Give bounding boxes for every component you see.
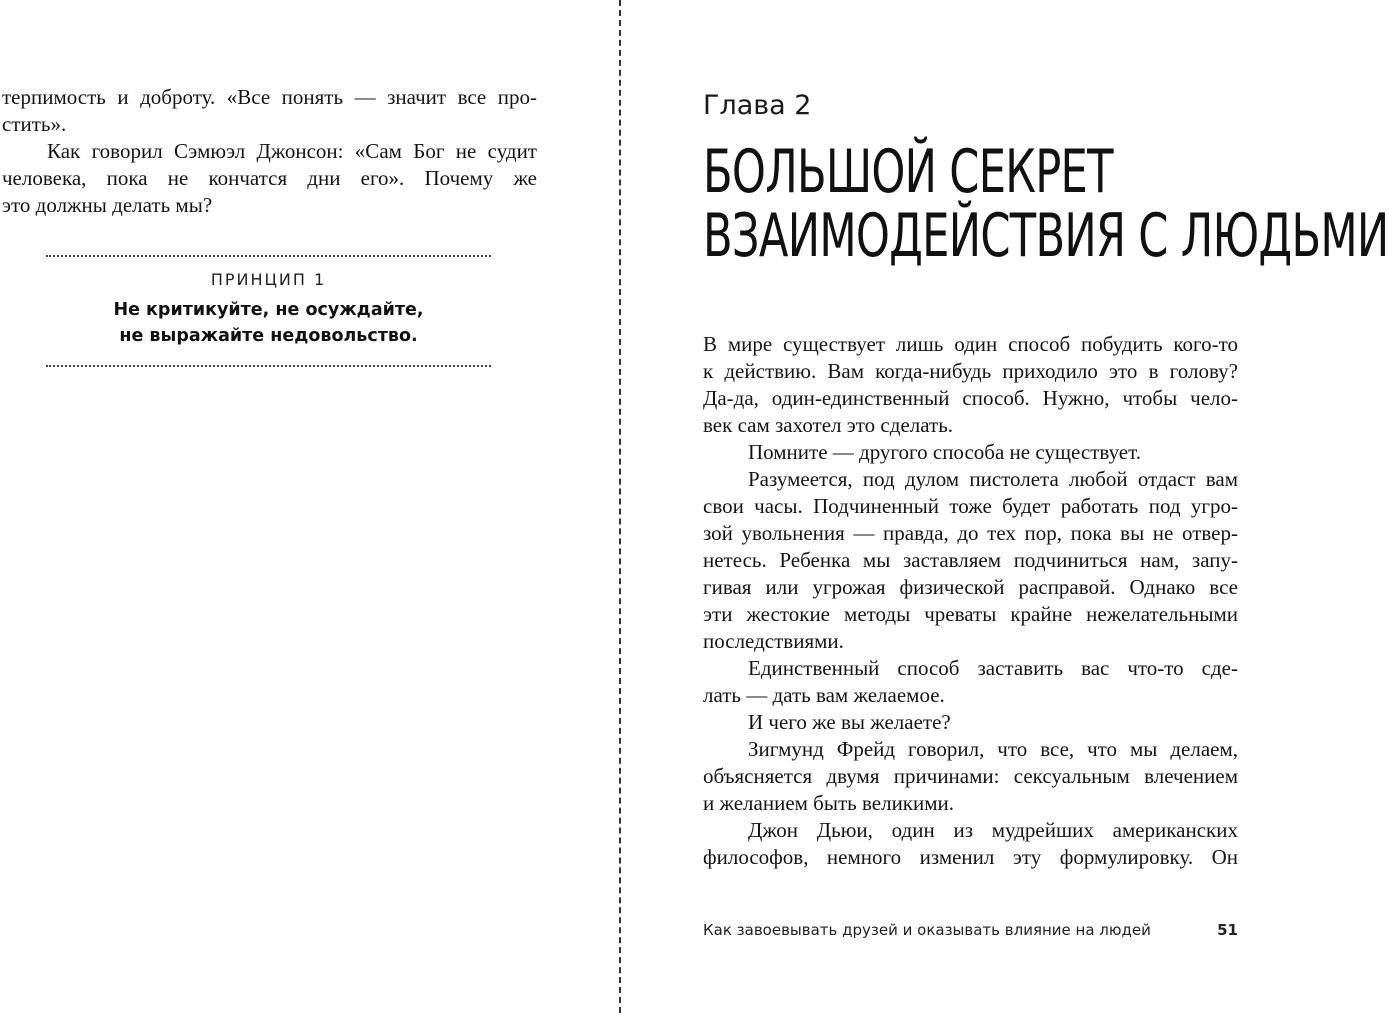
text-line: объясняется двумя причинами: сексуальным влечением	[703, 764, 1238, 788]
text-line: к действию. Вам когда-нибудь приходило это в голову?	[703, 359, 1238, 383]
text-line: нетесь. Ребенка мы заставляем подчиниться нам, запу-	[703, 548, 1238, 572]
text-line: Джон Дьюи, один из мудрейших американских	[748, 818, 1238, 842]
paragraph	[703, 655, 1238, 709]
page-number: 51	[1217, 921, 1238, 939]
paragraph	[2, 84, 537, 138]
running-title: Как завоевывать друзей и оказывать влияние на людей	[703, 921, 1151, 939]
text-line: И чего же вы желаете?	[748, 710, 951, 734]
text-line: последствиями.	[703, 629, 844, 653]
paragraph	[703, 331, 1238, 439]
text-line: свои часы. Подчиненный тоже будет работать под угро-	[703, 494, 1238, 518]
chapter-title	[703, 137, 1389, 271]
chapter-title-line: БОЛЬШОЙ СЕКРЕТ	[703, 137, 1113, 207]
chapter-number: Глава 2	[703, 90, 812, 121]
paragraph	[703, 466, 1238, 655]
page-fold-line	[619, 0, 621, 1013]
paragraph	[703, 736, 1238, 817]
text-line: человека, пока не кончатся дни его». Почему же	[2, 166, 537, 190]
page-footer	[703, 921, 1238, 939]
text-line: эти жестокие методы чреваты крайне нежелательными	[703, 602, 1238, 626]
text-line: Как говорил Сэмюэл Джонсон: «Сам Бог не судит	[47, 139, 537, 163]
paragraph	[703, 439, 1238, 466]
principle-line: не выражайте недовольство.	[119, 326, 418, 346]
text-line: зой увольнения — правда, до тех пор, пока вы не отвер-	[703, 521, 1238, 545]
text-line: В мире существует лишь один способ побудить кого-то	[703, 332, 1238, 356]
text-line: гивая или угрожая физической расправой. Однако все	[703, 575, 1238, 599]
text-line: философов, немного изменил эту формулировку. Он	[703, 845, 1238, 869]
principle-label: ПРИНЦИП 1	[210, 270, 327, 289]
paragraph	[703, 709, 1238, 736]
text-line: Разумеется, под дулом пистолета любой отдаст вам	[748, 467, 1238, 491]
text-line: Да-да, один-единственный способ. Нужно, чтобы чело-	[703, 386, 1238, 410]
text-line: стить».	[2, 112, 67, 136]
principle-box	[46, 255, 491, 367]
left-page-text	[2, 84, 537, 219]
text-line: это должны делать мы?	[2, 193, 213, 217]
text-line: терпимость и доброту. «Все понять — значит все про-	[2, 85, 537, 109]
chapter-title-line: ВЗАИМОДЕЙСТВИЯ С ЛЮДЬМИ	[703, 201, 1389, 271]
text-line: Единственный способ заставить вас что-то сде-	[748, 656, 1238, 680]
text-line: лать — дать вам желаемое.	[703, 683, 945, 707]
text-line: Помните — другого способа не существует.	[748, 440, 1141, 464]
text-line: Зигмунд Фрейд говорил, что все, что мы делаем,	[748, 737, 1238, 761]
principle-line: Не критикуйте, не осуждайте,	[113, 300, 424, 320]
text-line: век сам захотел это сделать.	[703, 413, 954, 437]
principle-text	[46, 297, 491, 349]
text-line: и желанием быть великими.	[703, 791, 955, 815]
right-page-text	[703, 331, 1238, 871]
paragraph	[2, 138, 537, 219]
paragraph	[703, 817, 1238, 871]
